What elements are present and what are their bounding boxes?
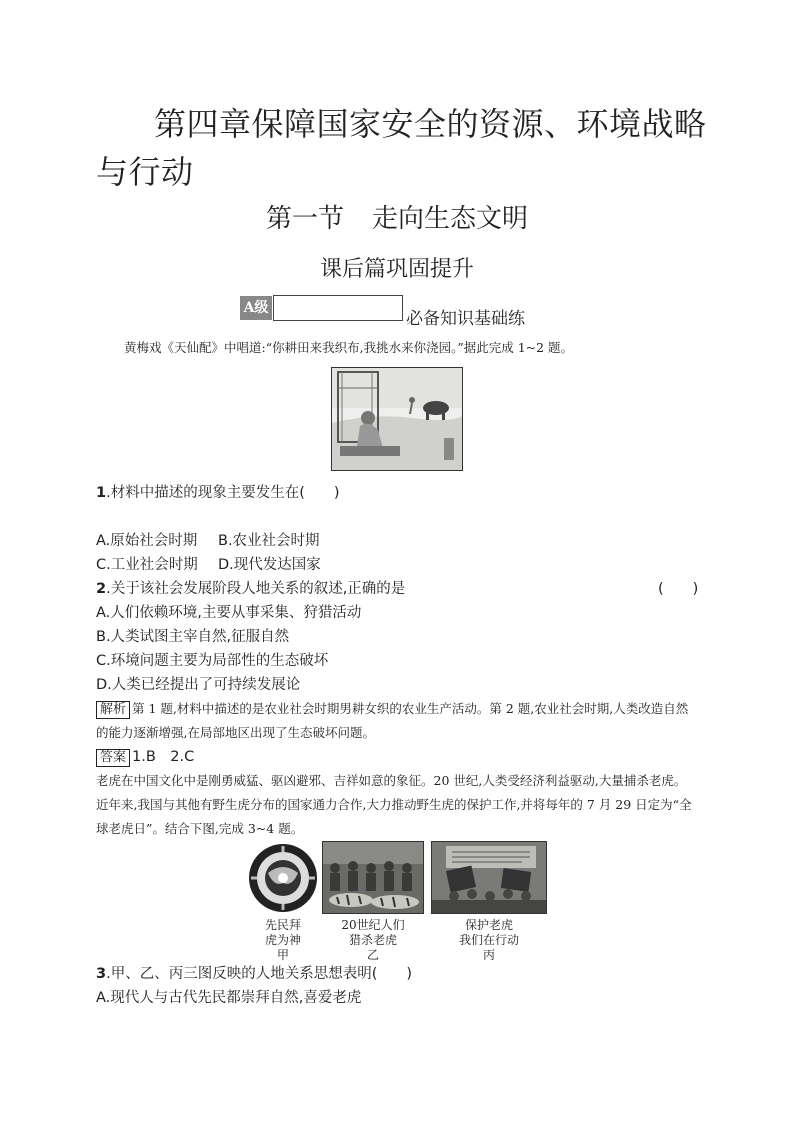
chapter-title: 第四章保障国家安全的资源、环境战略与行动 [96,105,707,191]
caption-bing-line-1: 保护老虎 [464,918,513,932]
tiger-totem-image [248,843,318,913]
q2-number: 2 [96,581,107,597]
q1-option-c[interactable]: C.工业社会时期 [96,557,198,573]
tianxianpei-illustration [331,367,463,471]
analysis-block [96,697,698,745]
caption-yi [324,918,422,963]
q2-option-a[interactable]: A.人们依赖环境,主要从事采集、狩猎活动 [96,605,362,621]
q2-option-c[interactable]: C.环境问题主要为局部性的生态破坏 [96,653,329,669]
intro-1: 黄梅戏《天仙配》中唱道:“你耕田来我织布,我挑水来你浇园。”据此完成 1~2 题。 [124,340,574,355]
answer-tag: 答案 [96,749,130,767]
subsection-title: 课后篇巩固提升 [319,257,474,282]
level-title: 必备知识基础练 [406,309,525,329]
q1-option-b[interactable]: B.农业社会时期 [218,533,320,549]
q1-options-row-1 [96,529,320,553]
q1-option-d[interactable]: D.现代发达国家 [218,557,321,573]
tiger-protection-photo [431,841,547,914]
question-1 [96,481,340,505]
level-box [273,295,403,321]
q3-number: 3 [96,966,107,982]
analysis-text: 第 1 题,材料中描述的是农业社会时期男耕女织的农业生产活动。第 2 题,农业社会时期,人类改造自然的能力逐渐增强,在局部地区出现了生态破坏问题。 [96,701,689,740]
q3-option-a[interactable]: A.现代人与古代先民都崇拜自然,喜爱老虎 [96,990,362,1006]
tiger-hunting-photo [322,841,424,914]
q2-stem: .关于该社会发展阶段人地关系的叙述,正确的是 [106,581,406,597]
section-name: 走向生态文明 [372,204,529,234]
caption-yi-line-1: 20世纪人们 [341,918,405,932]
q3-stem: .甲、乙、丙三图反映的人地关系思想表明( ) [106,966,413,982]
analysis-tag: 解析 [96,701,130,719]
q2-option-d[interactable]: D.人类已经提出了可持续发展论 [96,677,301,693]
caption-jia-line-2: 虎为神 [264,933,301,947]
answer-text: 1.B 2.C [132,749,195,765]
caption-jia-line-1: 先民拜 [264,918,301,932]
level-badge: A级 [240,296,272,320]
q1-option-a[interactable]: A.原始社会时期 [96,533,198,549]
section-label: 第一节 [265,204,344,234]
answer-block [96,745,194,769]
caption-yi-label: 乙 [366,948,379,962]
caption-bing-label: 丙 [482,948,495,962]
caption-jia [250,918,316,963]
q2-paren: ( ) [658,581,699,597]
caption-yi-line-2: 猎杀老虎 [348,933,397,947]
q1-options-row-2 [96,553,321,577]
question-2 [96,577,405,601]
section-title [0,198,794,235]
question-3 [96,962,412,986]
q1-number: 1 [96,485,107,501]
caption-jia-label: 甲 [276,948,289,962]
caption-bing [433,918,545,963]
q1-stem: .材料中描述的现象主要发生在( ) [106,485,340,501]
intro-2: 老虎在中国文化中是刚勇威猛、驱凶避邪、吉祥如意的象征。20 世纪,人类受经济利益驱动,大量捕杀老虎。近年来,我国与其他有野生虎分布的国家通力合作,大力推动野生虎的保护工作,并将每年的 7 月 29 日定为“全球老虎日”。结合下图,完成 3~4 题。 [96,773,692,836]
caption-bing-line-2: 我们在行动 [458,933,519,947]
q2-option-b[interactable]: B.人类试图主宰自然,征服自然 [96,629,290,645]
